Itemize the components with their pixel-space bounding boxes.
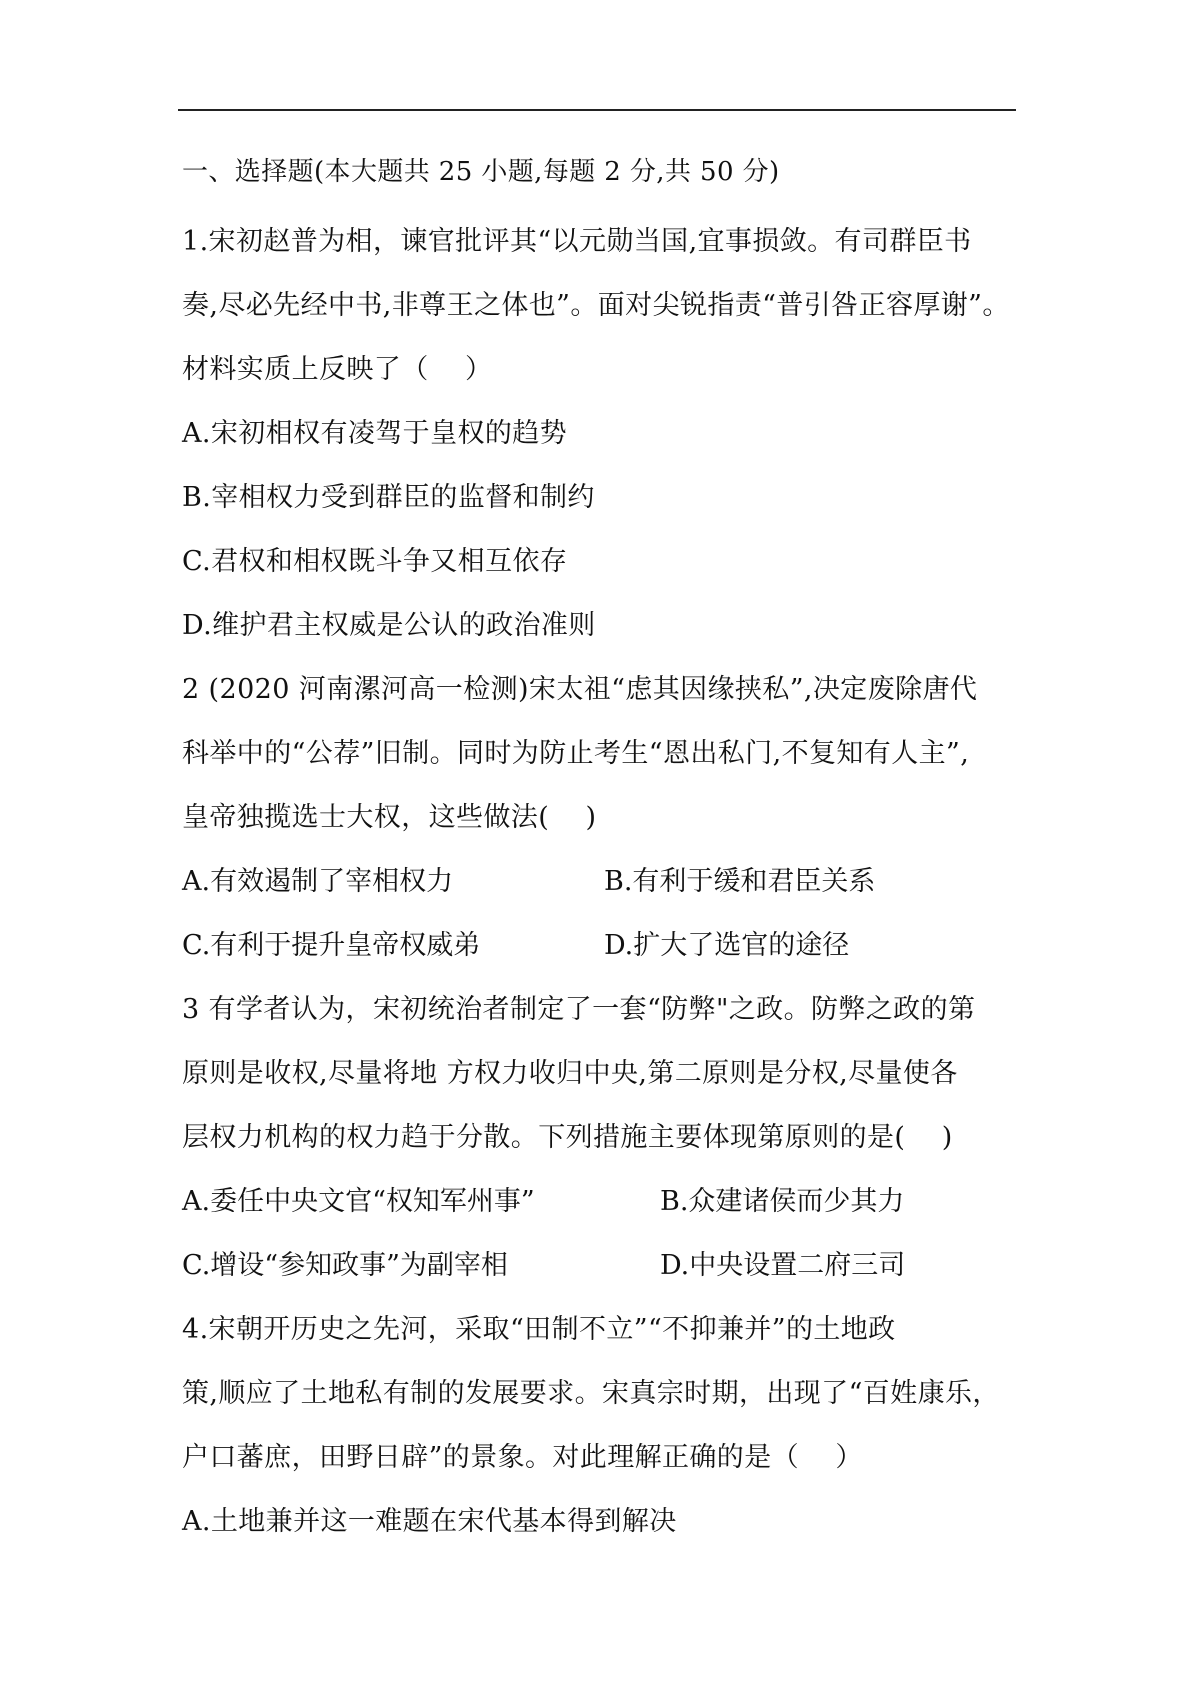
question-1-stem-line-1: 1.宋初赵普为相，谏官批评其“以元勋当国,宜事损敛。有司群臣书 xyxy=(182,226,972,257)
header-rule xyxy=(178,109,1016,111)
question-1-stem-line-2: 奏,尽必先经中书,非尊王之体也”。面对尖锐指责“普引咎正容厚谢”。 xyxy=(182,290,1010,321)
question-3-stem-line-2: 原则是收权,尽量将地 方权力收归中央,第二原则是分权,尽量使各 xyxy=(182,1058,958,1089)
question-4-stem-line-3: 户口蕃庶，田野日辟”的景象。对此理解正确的是（ ） xyxy=(182,1442,863,1473)
question-2-option-a: A.有效遏制了宰相权力 xyxy=(182,866,454,897)
question-1 xyxy=(182,210,1022,658)
question-2-option-b: B.有利于缓和君臣关系 xyxy=(604,866,876,897)
question-2-stem-line-2: 科举中的“公荐”旧制。同时为防止考生“恩出私门,不复知有人主”, xyxy=(182,738,970,769)
question-2-stem-line-1: 2 (2020 河南漯河高一检测)宋太祖“虑其因缘挟私”,决定废除唐代 xyxy=(182,674,978,705)
question-1-option-d: D.维护君主权威是公认的政治准则 xyxy=(182,610,596,641)
question-2-option-d: D.扩大了选官的途径 xyxy=(604,930,850,961)
question-4-stem-line-2: 策,顺应了土地私有制的发展要求。宋真宗时期，出现了“百姓康乐， xyxy=(182,1378,1000,1409)
question-3-stem-line-1: 3 有学者认为，宋初统治者制定了一套“防弊"之政。防弊之政的第 xyxy=(182,994,976,1025)
question-2-options-row-2 xyxy=(182,914,1022,978)
question-2-stem-line-3: 皇帝独揽选士大权，这些做法( ) xyxy=(182,802,597,833)
question-4-option-a: A.土地兼并这一难题在宋代基本得到解决 xyxy=(182,1506,677,1537)
question-4-stem-line-1: 4.宋朝开历史之先河，采取“田制不立”“不抑兼并”的土地政 xyxy=(182,1314,896,1345)
question-3-option-b: B.众建诸侯而少其力 xyxy=(660,1186,905,1217)
question-1-option-c: C.君权和相权既斗争又相互依存 xyxy=(182,546,568,577)
question-2 xyxy=(182,658,1022,978)
question-3-options-row-2 xyxy=(182,1234,1022,1298)
section-header: 一、选择题(本大题共 25 小题,每题 2 分,共 50 分) xyxy=(182,157,780,187)
question-2-option-c: C.有利于提升皇帝权威弟 xyxy=(182,930,481,961)
question-3-stem-line-3: 层权力机构的权力趋于分散。下列措施主要体现第原则的是( ) xyxy=(182,1122,953,1153)
question-3 xyxy=(182,978,1022,1298)
question-3-option-c: C.增设“参知政事”为副宰相 xyxy=(182,1250,508,1281)
question-2-options-row-1 xyxy=(182,850,1022,914)
question-1-stem-line-3: 材料实质上反映了（ ） xyxy=(182,354,493,385)
question-1-option-a: A.宋初相权有凌驾于皇权的趋势 xyxy=(182,418,568,449)
question-4 xyxy=(182,1298,1022,1554)
question-3-options-row-1 xyxy=(182,1170,1022,1234)
exam-page-content xyxy=(182,150,1022,1554)
question-3-option-a: A.委任中央文官“权知军州事” xyxy=(182,1186,535,1217)
question-3-option-d: D.中央设置二府三司 xyxy=(660,1250,906,1281)
question-1-option-b: B.宰相权力受到群臣的监督和制约 xyxy=(182,482,595,513)
